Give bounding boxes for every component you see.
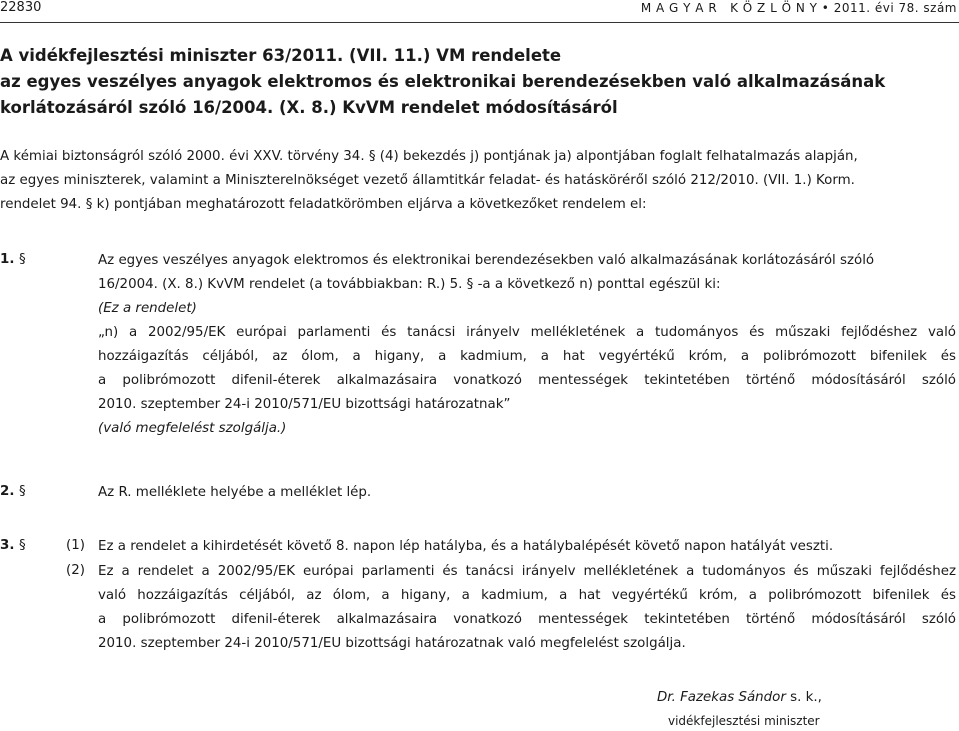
section-number: 1. [0,252,15,267]
signature [657,690,822,705]
signatory-role: vidékfejlesztési miniszter [668,714,820,728]
title-line: A vidékfejlesztési miniszter 63/2011. (VII. 11.) VM rendelete [0,46,562,65]
section-symbol: § [19,252,26,267]
section-symbol: § [19,484,26,499]
preamble [0,145,959,217]
section-2-body [98,481,956,505]
quote-line: „n) a 2002/95/EK európai parlamenti és tanácsi irányelv mellékletének a tudományos és műszaki fejlődéshez való [98,325,956,340]
paragraph-line: Ez a rendelet a 2002/95/EK európai parlamenti és tanácsi irányelv mellékletének a tudományos és műszaki fejlődéshez [98,564,956,579]
header-bullet: • [821,1,830,15]
section-lead: (Ez a rendelet) [98,301,197,316]
quote-line: 2010. szeptember 24-i 2010/571/EU bizottsági határozatnak” [98,397,511,412]
paragraph-line: a polibrómozott difenil-éterek alkalmazásaira vonatkozó mentességek tekintetében történő módosításáról szóló [98,612,956,627]
section-line: Az egyes veszélyes anyagok elektromos és elektronikai berendezésekben való alkalmazásának korlátozásáról szóló [98,253,875,268]
section-number: 2. [0,484,15,499]
preamble-line: az egyes miniszterek, valamint a Miniszterelnökséget vezető államtitkár feladat- és hatásköréről szóló 212/2010. (VII. 1.) Korm. [0,173,855,188]
section-tail: (való megfelelést szolgálja.) [98,421,287,436]
title-line: az egyes veszélyes anyagok elektromos és elektronikai berendezésekben való alkalmazásának [0,72,886,91]
signature-suffix: s. k., [790,690,822,705]
preamble-line: rendelet 94. § k) pontjában meghatározott feladatkörömben eljárva a következőket rendelem el: [0,197,647,212]
decree-title [0,43,885,121]
section-symbol: § [19,538,26,553]
section-line: Az R. melléklete helyébe a melléklet lép. [98,485,372,500]
paragraph-label: (2) [66,563,85,578]
paragraph-line: Ez a rendelet a kihirdetését követő 8. napon lép hatályba, és a hatálybalépését követő napon hatályát veszti. [98,539,834,554]
quote-line: a polibrómozott difenil-éterek alkalmazásaira vonatkozó mentességek tekintetében történő módosításáról szóló [98,373,956,388]
journal-name: M A G Y A R K Ö Z L Ö N Y [640,1,818,15]
title-line: korlátozásáról szóló 16/2004. (X. 8.) KvVM rendelet módosításáról [0,98,618,117]
paragraph-line: 2010. szeptember 24-i 2010/571/EU bizottsági határozatnak való megfelelést szolgálja. [98,636,686,651]
section-1-body [98,249,956,441]
signatory-name: Dr. Fazekas Sándor [657,690,786,705]
section-3-para-1 [98,535,956,559]
quote-line: hozzáigazítás céljából, az ólom, a higany, a kadmium, a hat vegyértékű króm, a polibrómozott bifenilek és [98,349,956,364]
paragraph-line: való hozzáigazítás céljából, az ólom, a higany, a kadmium, a hat vegyértékű króm, a polibrómozott bifenilek és [98,588,956,603]
section-number: 3. [0,538,15,553]
page-number: 22830 [0,0,42,15]
header-rule [0,22,959,23]
preamble-line: A kémiai biztonságról szóló 2000. évi XXV. törvény 34. § (4) bekezdés j) pontjának ja) alpontjában foglalt felhatalmazás alapján, [0,149,858,164]
paragraph-label: (1) [66,538,85,553]
section-line: 16/2004. (X. 8.) KvVM rendelet (a továbbiakban: R.) 5. § -a a következő n) ponttal egészül ki: [98,277,721,292]
issue-label: 2011. évi 78. szám [833,1,957,15]
section-3-para-2 [98,560,956,656]
running-header [641,1,957,15]
